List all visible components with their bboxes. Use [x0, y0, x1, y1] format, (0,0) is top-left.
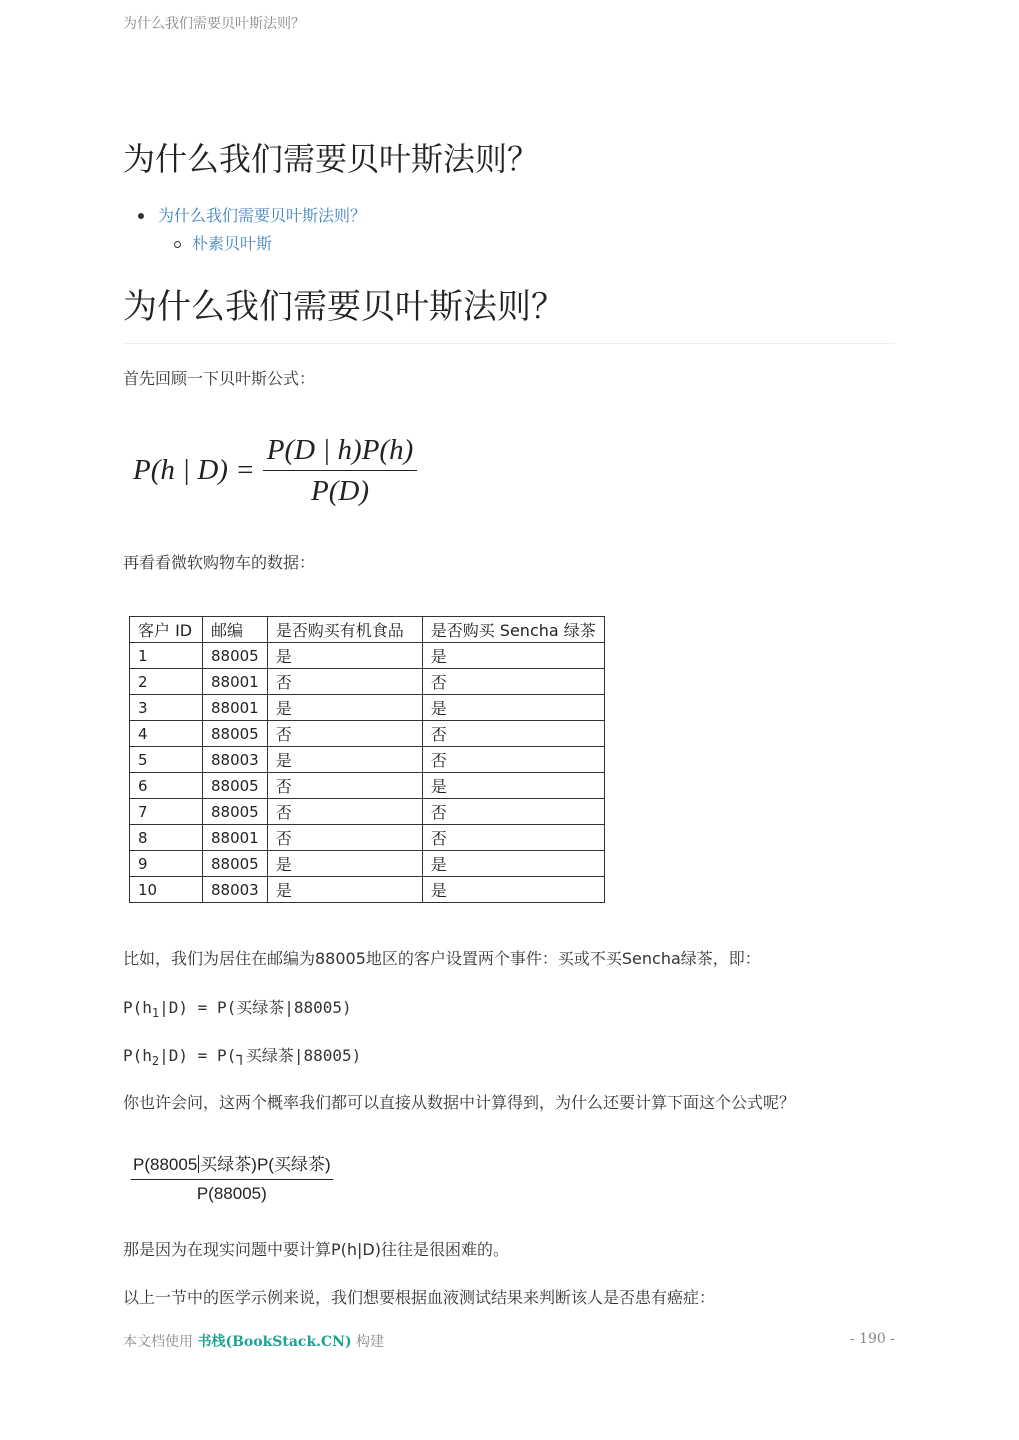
table-row: [130, 851, 605, 877]
table-row: [130, 825, 605, 851]
cell-sencha: 否: [422, 747, 604, 773]
cell-zip: 88005: [203, 721, 268, 747]
col-header-organic: 是否购买有机食品: [267, 617, 422, 643]
cell-sencha: 是: [422, 643, 604, 669]
intro-paragraph: 首先回顾一下贝叶斯公式：: [123, 369, 316, 388]
cell-customer-id: 7: [130, 799, 203, 825]
table-row: [130, 669, 605, 695]
cell-sencha: 否: [422, 669, 604, 695]
toc-subitem: [158, 230, 366, 258]
page-number: - 190 -: [849, 1331, 895, 1347]
cell-organic: 是: [267, 877, 422, 903]
cell-customer-id: 9: [130, 851, 203, 877]
cell-sencha: 否: [422, 825, 604, 851]
equation-h2: [123, 1044, 361, 1073]
cell-organic: 否: [267, 669, 422, 695]
cell-sencha: 否: [422, 799, 604, 825]
eq2-suffix: |D) = P(┐买绿茶|88005): [159, 1046, 362, 1065]
col-header-customer-id: 客户 ID: [130, 617, 203, 643]
cell-sencha: 是: [422, 773, 604, 799]
document-title: 为什么我们需要贝叶斯法则？: [123, 140, 540, 178]
cell-customer-id: 1: [130, 643, 203, 669]
cell-zip: 88005: [203, 773, 268, 799]
cell-organic: 否: [267, 799, 422, 825]
toc-link-naive-bayes[interactable]: 朴素贝叶斯: [192, 234, 273, 253]
cell-zip: 88003: [203, 877, 268, 903]
table-header-row: [130, 617, 605, 643]
eq2-prefix: P(h: [123, 1046, 152, 1065]
table-row: [130, 877, 605, 903]
bayes-formula: [133, 432, 417, 509]
toc-sublist: [158, 230, 366, 258]
eq1-suffix: |D) = P(买绿茶|88005): [159, 998, 352, 1017]
formula2-numerator: [131, 1153, 333, 1180]
question-paragraph: 你也许会问，这两个概率我们都可以直接从数据中计算得到，为什么还要计算下面这个公式呢？: [123, 1093, 796, 1112]
toc-link-bayes-rule[interactable]: 为什么我们需要贝叶斯法则？: [158, 206, 367, 225]
cell-sencha: 是: [422, 877, 604, 903]
cell-organic: 是: [267, 851, 422, 877]
formula-numerator: P(D | h)P(h): [263, 432, 417, 471]
cell-zip: 88001: [203, 695, 268, 721]
cell-customer-id: 8: [130, 825, 203, 851]
cell-zip: 88001: [203, 669, 268, 695]
footer-brand-link[interactable]: 书栈(BookStack.CN): [197, 1334, 352, 1350]
formula-fraction: [263, 432, 417, 509]
formula2-denominator: P(88005): [196, 1184, 267, 1203]
medical-example-paragraph: 以上一节中的医学示例来说，我们想要根据血液测试结果来判断该人是否患有癌症：: [123, 1288, 716, 1307]
formula-denominator: P(D): [311, 475, 369, 507]
zip-tea-formula: [131, 1153, 333, 1206]
table-row: [130, 747, 605, 773]
eq1-prefix: P(h: [123, 998, 152, 1017]
formula2-num-left: P(88005: [133, 1155, 198, 1174]
cell-zip: 88005: [203, 799, 268, 825]
difficulty-paragraph: 那是因为在现实问题中要计算P(h|D)往往是很困难的。: [123, 1240, 509, 1259]
table-of-contents: [123, 202, 366, 258]
cell-zip: 88003: [203, 747, 268, 773]
cell-sencha: 是: [422, 695, 604, 721]
cell-customer-id: 5: [130, 747, 203, 773]
cell-sencha: 是: [422, 851, 604, 877]
cell-customer-id: 3: [130, 695, 203, 721]
cell-zip: 88001: [203, 825, 268, 851]
footer-suffix: 构建: [351, 1334, 385, 1350]
cell-organic: 是: [267, 643, 422, 669]
eq2-subscript: 2: [151, 1054, 160, 1068]
cell-customer-id: 2: [130, 669, 203, 695]
cell-organic: 否: [267, 773, 422, 799]
cell-organic: 是: [267, 747, 422, 773]
events-paragraph: 比如，我们为居住在邮编为88005地区的客户设置两个事件：买或不买Sencha绿茶，即：: [123, 949, 761, 968]
eq1-subscript: 1: [151, 1006, 160, 1020]
running-header: 为什么我们需要贝叶斯法则？: [123, 16, 305, 32]
section-heading: 为什么我们需要贝叶斯法则？: [123, 286, 895, 344]
table-row: [130, 773, 605, 799]
col-header-sencha: 是否购买 Sencha 绿茶: [422, 617, 604, 643]
data-intro-paragraph: 再看看微软购物车的数据：: [123, 553, 316, 572]
table-row: [130, 799, 605, 825]
cell-customer-id: 10: [130, 877, 203, 903]
toc-item: [123, 202, 366, 258]
cell-zip: 88005: [203, 643, 268, 669]
shopping-cart-table: [129, 616, 605, 903]
cell-sencha: 否: [422, 721, 604, 747]
cell-organic: 否: [267, 825, 422, 851]
formula2-num-right: 买绿茶)P(买绿茶): [200, 1155, 331, 1174]
equation-h1: [123, 996, 352, 1025]
table-row: [130, 643, 605, 669]
footer-credit: [123, 1331, 384, 1351]
table-row: [130, 721, 605, 747]
cell-customer-id: 6: [130, 773, 203, 799]
col-header-zip: 邮编: [203, 617, 268, 643]
footer-prefix: 本文档使用: [123, 1334, 198, 1350]
cell-organic: 是: [267, 695, 422, 721]
table-row: [130, 695, 605, 721]
cell-organic: 否: [267, 721, 422, 747]
cell-customer-id: 4: [130, 721, 203, 747]
cell-zip: 88005: [203, 851, 268, 877]
formula-lhs: P(h | D) =: [133, 454, 255, 486]
